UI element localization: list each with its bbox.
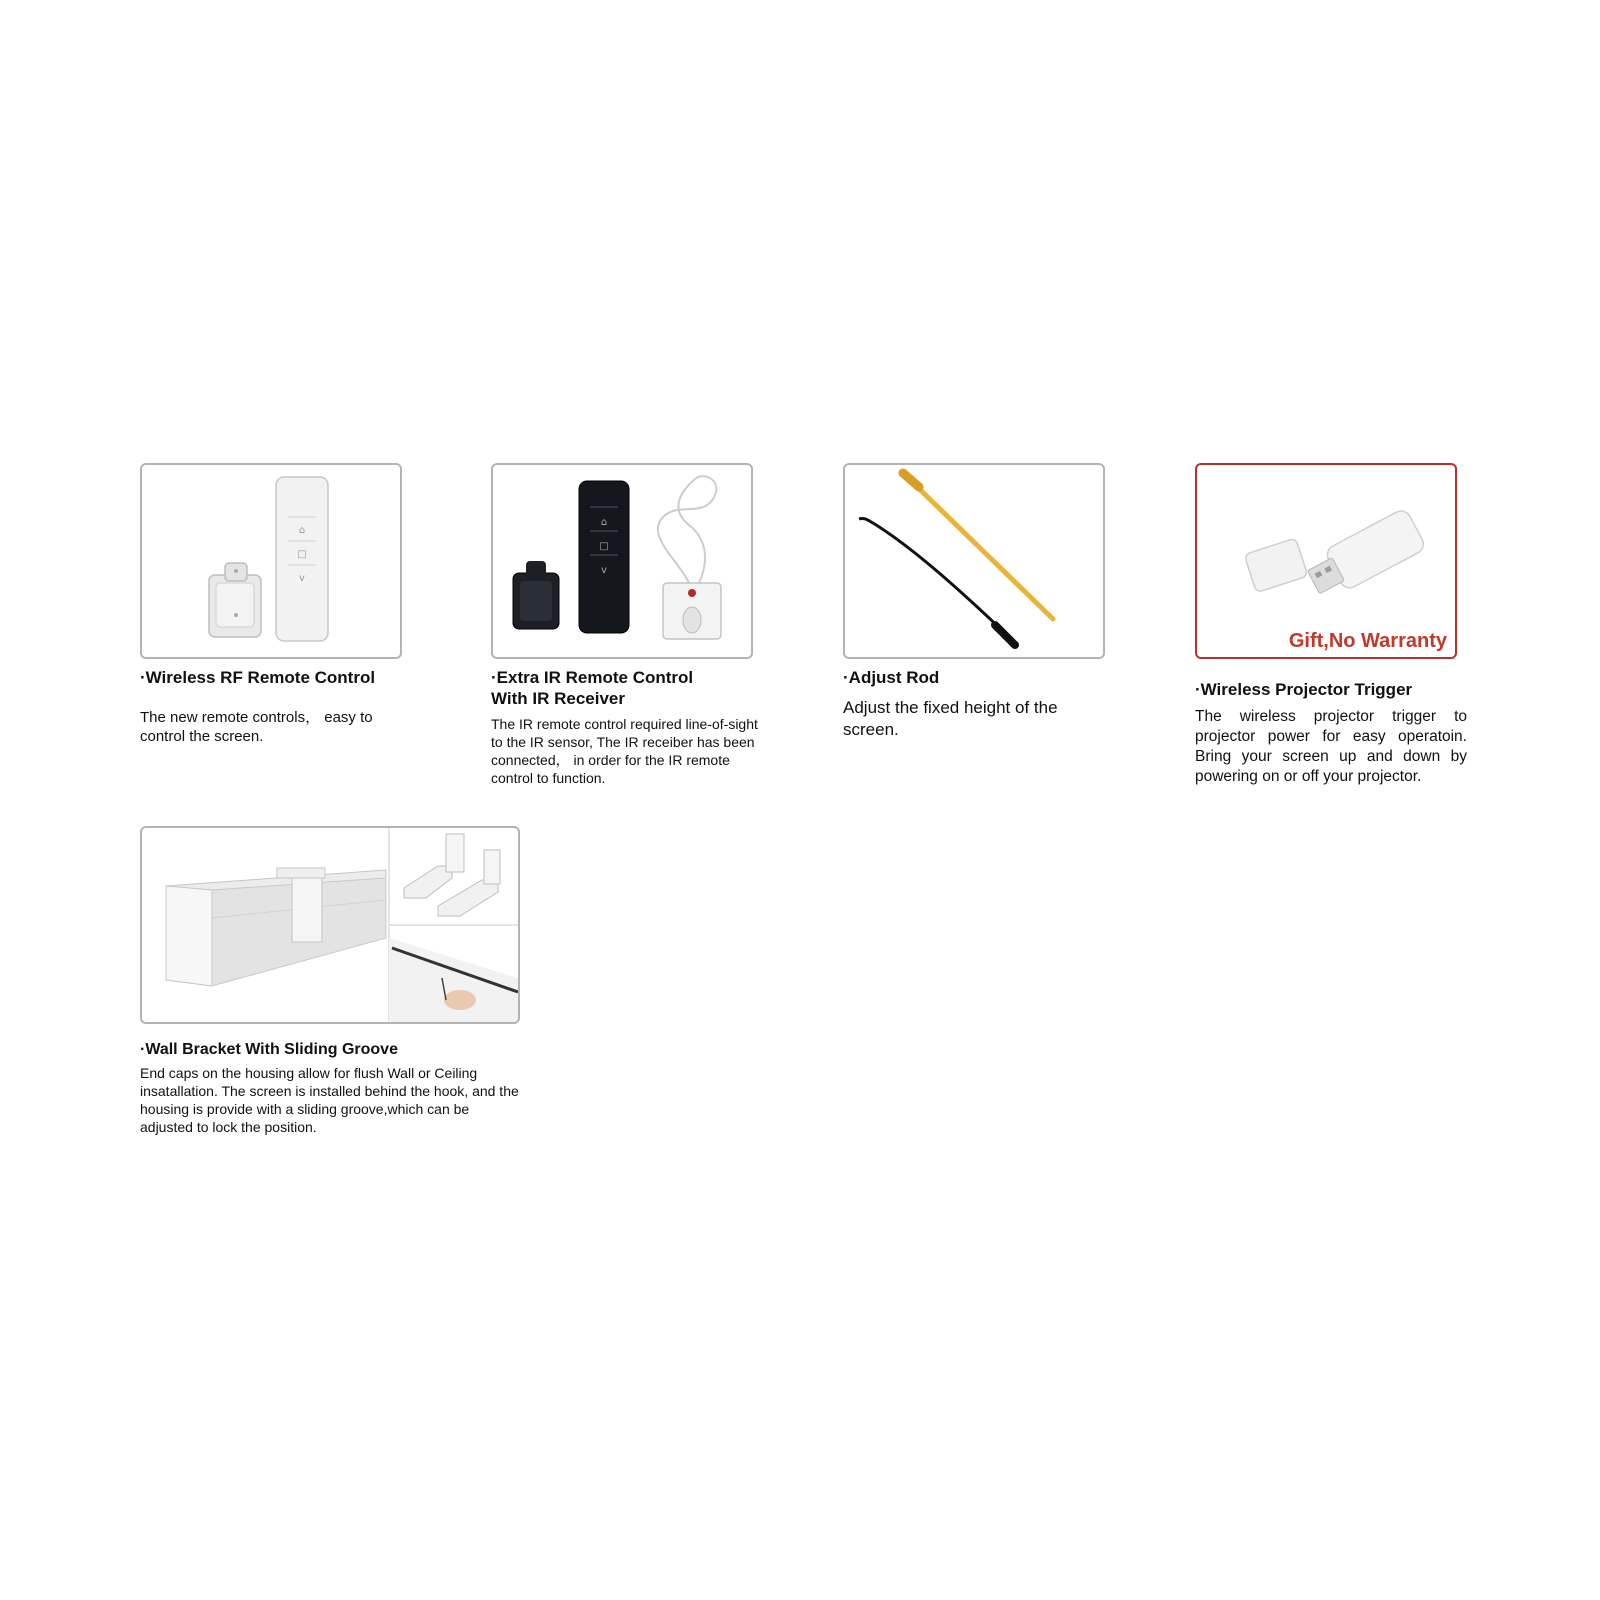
projector-trigger-description: The wireless projector trigger to projector power for easy operatoin. Bring your screen up and down by powering on or off your projector. bbox=[1195, 708, 1467, 785]
ir-remote-title: ·Extra IR Remote Control With IR Receiver bbox=[491, 668, 694, 708]
svg-text:v: v bbox=[601, 565, 607, 576]
ir-remote-image bbox=[491, 463, 753, 659]
usb-trigger-icon bbox=[1197, 465, 1455, 657]
svg-text:v: v bbox=[299, 573, 305, 584]
adjust-rod-title: ·Adjust Rod bbox=[843, 668, 940, 687]
gift-no-warranty-badge: Gift,No Warranty bbox=[1288, 630, 1447, 652]
ir-remote-description: The IR remote control required line-of-sight to the IR sensor, The IR receiber has been connected， in order for the IR remote control to function. bbox=[491, 716, 758, 786]
adjust-rod-description: Adjust the fixed height of the screen. bbox=[843, 698, 1058, 739]
projector-trigger-title: ·Wireless Projector Trigger bbox=[1195, 680, 1413, 699]
wall-bracket-image bbox=[140, 826, 520, 1024]
svg-text:⌂: ⌂ bbox=[600, 517, 608, 528]
svg-text:□: □ bbox=[297, 549, 307, 560]
adjust-rod-icon bbox=[845, 465, 1103, 657]
projector-trigger-image bbox=[1195, 463, 1457, 659]
adjust-rod-image bbox=[843, 463, 1105, 659]
wall-bracket-description: End caps on the housing allow for flush Wall or Ceiling insatallation. The screen is installed behind the hook, and the housing is provide with a sliding groove,which can be adjusted to lock the position. bbox=[140, 1065, 519, 1135]
wall-bracket-title: ·Wall Bracket With Sliding Groove bbox=[140, 1041, 398, 1058]
wall-bracket-icon bbox=[142, 828, 518, 1022]
svg-text:⌂: ⌂ bbox=[298, 525, 306, 536]
svg-text:□: □ bbox=[599, 541, 609, 552]
rf-remote-image bbox=[140, 463, 402, 659]
rf-remote-icon bbox=[142, 465, 400, 657]
rf-remote-description: The new remote controls， easy to control the screen. bbox=[140, 709, 373, 745]
ir-remote-receiver-icon bbox=[493, 465, 751, 657]
rf-remote-title: ·Wireless RF Remote Control bbox=[140, 668, 376, 687]
